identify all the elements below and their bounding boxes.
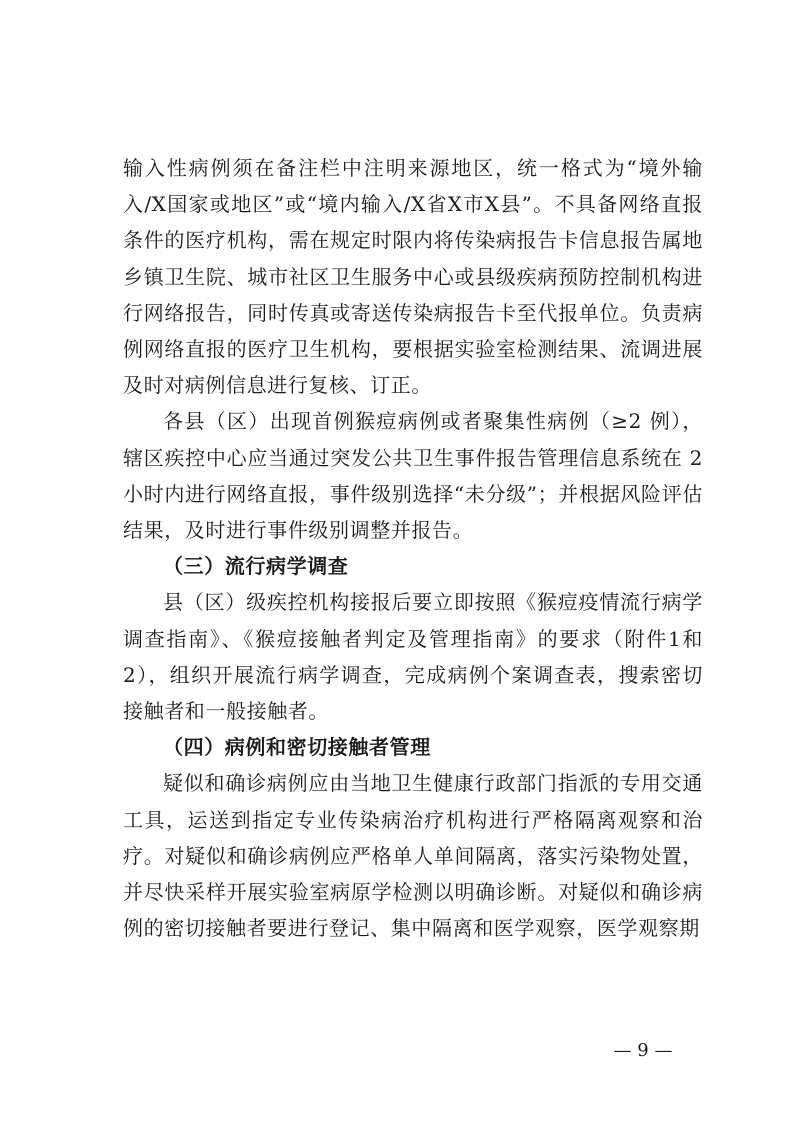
paragraph-case-reporting: 输入性病例须在备注栏中注明来源地区，统一格式为“境外输入/X国家或地区”或“境内输入/X省X市X县”。不具备网络直报条件的医疗机构，需在规定时限内将传染病报告卡信息报告属地乡镇卫生院、城市社区卫生服务中心或县级疾病预防控制机构进行网络报告，同时传真或寄送传染病报告卡至代报单位。负责病例网络直报的医疗卫生机构，要根据实验室检测结果、流调进展及时对病例信息进行复核、订正。: [123, 156, 703, 398]
document-body: [123, 150, 703, 946]
section-heading-case-contact-management: （四）病例和密切接触者管理: [163, 735, 431, 760]
paragraph-case-contact-management: 疑似和确诊病例应由当地卫生健康行政部门指派的专用交通工具，运送到指定专业传染病治疗机构进行严格隔离观察和治疗。对疑似和确诊病例应严格单人单间隔离，落实污染物处置，并尽快采样开展实验室病原学检测以明确诊断。对疑似和确诊病例的密切接触者要进行登记、集中隔离和医学观察，医学观察期: [123, 771, 703, 941]
section-heading-epidemiological-investigation: （三）流行病学调查: [163, 554, 349, 579]
paragraph-event-reporting: 各县（区）出现首例猴痘病例或者聚集性病例（≥2 例），辖区疾控中心应当通过突发公共卫生事件报告管理信息系统在 2 小时内进行网络直报，事件级别选择“未分级”；并根据风险评估结果，及时进行事件级别调整并报告。: [123, 409, 703, 543]
page-number: — 9 —: [613, 1040, 673, 1061]
paragraph-epidemiological-investigation: 县（区）级疾控机构接报后要立即按照《猴痘疫情流行病学调查指南》、《猴痘接触者判定及管理指南》的要求（附件1和2），组织开展流行病学调查，完成病例个案调查表，搜索密切接触者和一般接触者。: [123, 590, 703, 724]
